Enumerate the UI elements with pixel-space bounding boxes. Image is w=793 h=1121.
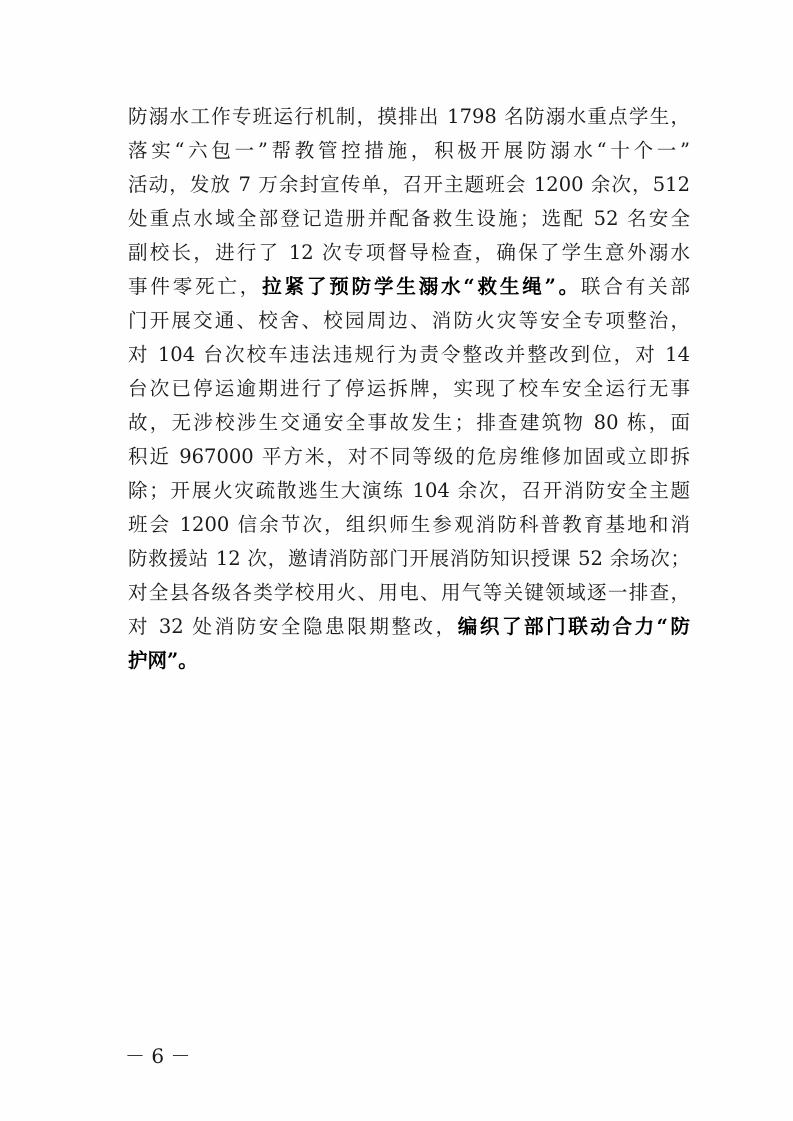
text-line	[128, 134, 690, 168]
bold-summary-protection: 编织了部门联动合力“防	[457, 615, 690, 638]
text-line	[128, 304, 690, 338]
bold-summary-protection-end: 护网”。	[128, 649, 198, 672]
text-run: 故，无涉校涉生交通安全事故发生；排查建筑物 80 栋，面	[128, 411, 690, 434]
text-line	[128, 474, 690, 508]
body-text	[128, 100, 690, 678]
text-line	[128, 610, 690, 644]
text-run: 除；开展火灾疏散逃生大演练 104 余次，召开消防安全主题	[128, 479, 690, 502]
text-run: 落实“六包一”帮教管控措施，积极开展防溺水“十个一”	[128, 139, 690, 162]
page-number: － 6 －	[125, 1044, 191, 1068]
text-run: 对 32 处消防安全隐患限期整改，	[128, 615, 458, 638]
text-run: 门开展交通、校舍、校园周边、消防火灾等安全专项整治，	[128, 309, 690, 332]
text-line	[128, 542, 690, 576]
text-run: 对 104 台次校车违法违规行为责令整改并整改到位，对 14	[128, 343, 690, 366]
text-run: 台次已停运逾期进行了停运拆牌，实现了校车安全运行无事	[128, 377, 690, 400]
text-line	[128, 338, 690, 372]
text-run: 事件零死亡，	[128, 275, 263, 298]
text-run: 联合有关部	[581, 275, 690, 298]
bold-summary-drowning: 拉紧了预防学生溺水“救生绳”。	[262, 275, 582, 298]
text-run: 班会 1200 信余节次，组织师生参观消防科普教育基地和消	[128, 513, 690, 536]
text-line	[128, 168, 690, 202]
text-run: 防溺水工作专班运行机制，摸排出 1798 名防溺水重点学生，	[128, 105, 690, 128]
text-run: 副校长，进行了 12 次专项督导检查，确保了学生意外溺水	[128, 241, 690, 264]
text-run: 防救援站 12 次，邀请消防部门开展消防知识授课 52 余场次；	[128, 547, 690, 570]
text-line	[128, 100, 690, 134]
text-run: 处重点水域全部登记造册并配备救生设施；选配 52 名安全	[128, 207, 690, 230]
text-line	[128, 644, 690, 678]
text-line	[128, 270, 690, 304]
text-line	[128, 202, 690, 236]
text-line	[128, 508, 690, 542]
text-run: 积近 967000 平方米，对不同等级的危房维修加固或立即拆	[128, 445, 690, 468]
text-line	[128, 236, 690, 270]
text-line	[128, 406, 690, 440]
text-line	[128, 440, 690, 474]
text-line	[128, 576, 690, 610]
text-run: 对全县各级各类学校用火、用电、用气等关键领域逐一排查，	[128, 581, 690, 604]
text-line	[128, 372, 690, 406]
text-run: 活动，发放 7 万余封宣传单，召开主题班会 1200 余次，512	[128, 173, 690, 196]
